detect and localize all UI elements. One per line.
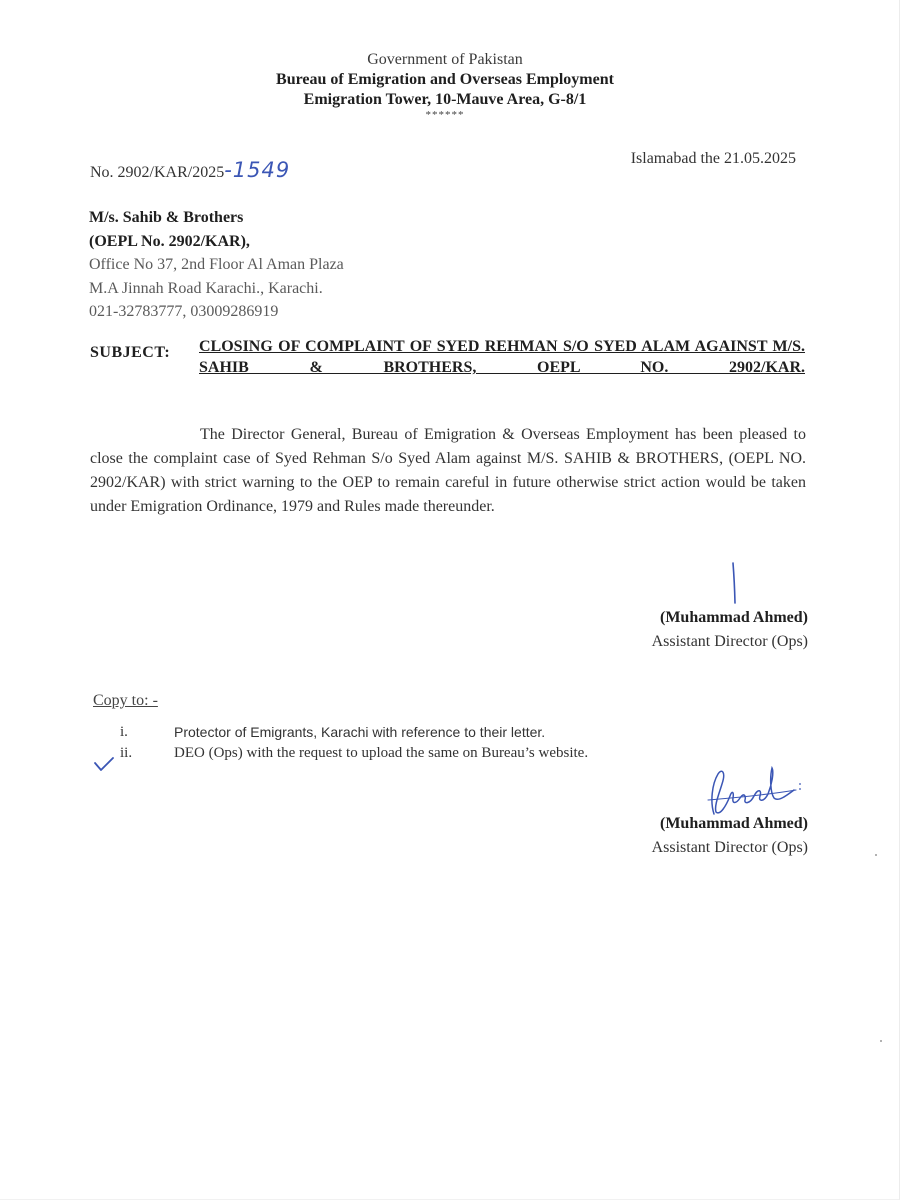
signatory-1-name: (Muhammad Ahmed) xyxy=(659,609,808,626)
letterhead xyxy=(0,50,890,120)
signatory-block-2 xyxy=(652,812,808,860)
addressee-phone: 021-32783777, 03009286919 xyxy=(89,303,279,320)
addressee-address-line2: M.A Jinnah Road Karachi., Karachi. xyxy=(89,279,323,297)
separator-stars: ****** xyxy=(425,109,465,121)
signatory-block-1 xyxy=(652,606,808,654)
list-item-text: DEO (Ops) with the request to upload the same on Bureau’s website. xyxy=(174,745,589,761)
scan-speck xyxy=(875,854,877,856)
list-item xyxy=(0,724,900,746)
addressee-license: (OEPL No. 2902/KAR), xyxy=(89,232,250,250)
list-item-number: i. xyxy=(120,724,128,740)
subject-label: SUBJECT: xyxy=(90,344,171,361)
subject-text: CLOSING OF COMPLAINT OF SYED REHMAN S/O SYED ALAM AGAINST M/S. SAHIB & BROTHERS, OEPL NO. 2902/KAR. xyxy=(199,338,805,376)
scan-speck xyxy=(880,1040,882,1042)
addressee-block xyxy=(89,206,344,324)
bureau-address: Emigration Tower, 10-Mauve Area, G-8/1 xyxy=(303,91,587,108)
signature-stroke-icon xyxy=(731,562,737,604)
bureau-name: Bureau of Emigration and Overseas Employment xyxy=(276,71,614,88)
list-item-text: Protector of Emigrants, Karachi with reference to their letter. xyxy=(174,724,546,740)
addressee-name: M/s. Sahib & Brothers xyxy=(89,209,244,226)
signatory-1-title: Assistant Director (Ops) xyxy=(651,633,808,650)
reference-number xyxy=(90,158,290,182)
signatory-2-name: (Muhammad Ahmed) xyxy=(659,815,808,832)
list-item-number: ii. xyxy=(120,745,133,761)
copy-to-heading: Copy to: - xyxy=(93,692,158,709)
place-date: Islamabad the 21.05.2025 xyxy=(630,150,796,167)
handwritten-dispatch-number: -1549 xyxy=(224,158,291,182)
addressee-address-line1: Office No 37, 2nd Floor Al Aman Plaza xyxy=(89,256,344,273)
reference-number-text: No. 2902/KAR/2025 xyxy=(90,164,225,181)
handwritten-check-icon xyxy=(94,756,114,772)
body-paragraph: The Director General, Bureau of Emigration & Overseas Employment has been pleased to close the complaint case of Syed Rehman S/o Syed Alam against M/S. SAHIB & BROTHERS, (OEPL NO. 2902/KAR) with strict warning to the OEP to remain careful in future otherwise strict action would be taken under Emigration Ordinance, 1979 and Rules made thereunder. xyxy=(90,426,806,515)
government-line: Government of Pakistan xyxy=(367,51,523,68)
signatory-2-title: Assistant Director (Ops) xyxy=(651,839,808,856)
